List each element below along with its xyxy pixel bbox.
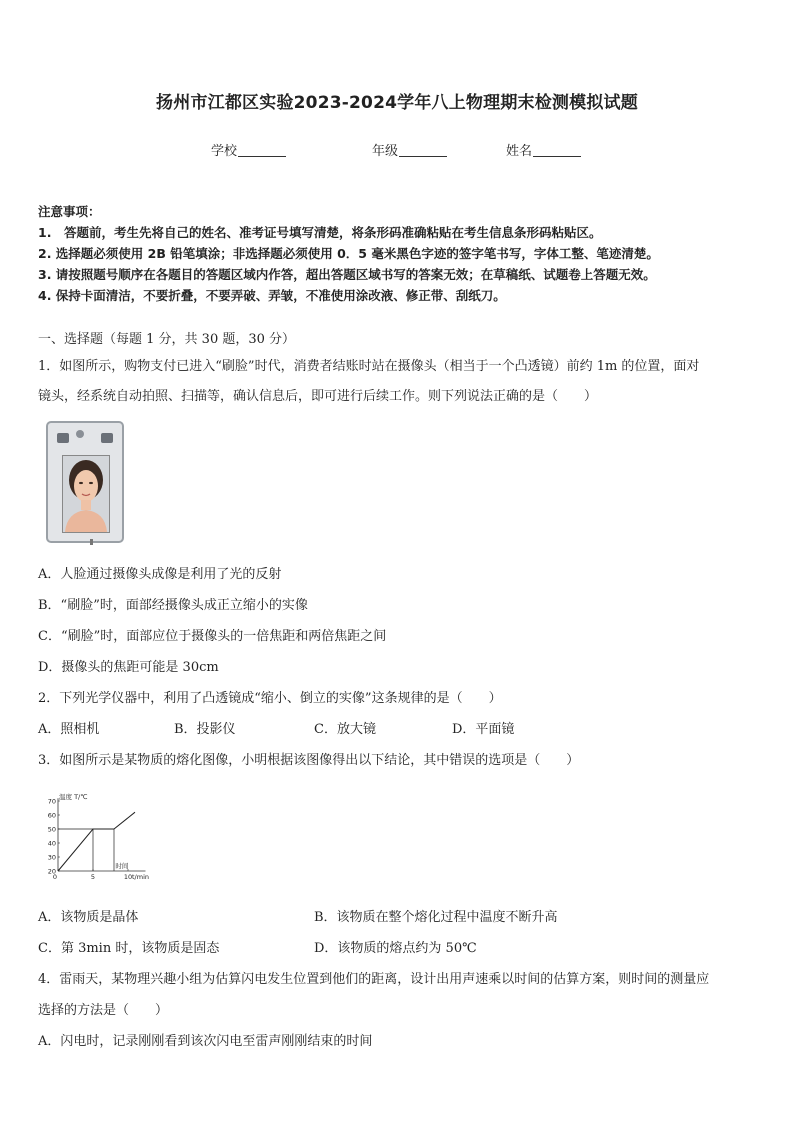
lens-icon bbox=[76, 430, 84, 438]
q3-option-c: C．第 3min 时，该物质是固态 bbox=[38, 941, 220, 956]
q2-option-b: B．投影仪 bbox=[174, 722, 236, 737]
notice-heading: 注意事项： bbox=[38, 204, 101, 219]
q2-stem: 2．下列光学仪器中，利用了凸透镜成“缩小、倒立的实像”这条规律的是（ ） bbox=[38, 691, 502, 706]
y-tick-label: 60 bbox=[47, 811, 56, 820]
q4-stem-line2: 选择的方法是（ ） bbox=[38, 1003, 169, 1018]
face-screen bbox=[62, 455, 110, 533]
school-field bbox=[211, 140, 286, 159]
x-axis-label: 时间 bbox=[115, 862, 129, 870]
grade-blank bbox=[399, 143, 447, 157]
face-photo bbox=[63, 456, 109, 532]
exam-title: 扬州市江都区实验2023-2024学年八上物理期末检测模拟试题 bbox=[156, 93, 638, 113]
melting-graph bbox=[40, 784, 165, 884]
q4-option-a: A．闪电时，记录刚刚看到该次闪电至雷声刚刚结束的时间 bbox=[38, 1034, 373, 1049]
q3-option-b: B．该物质在整个熔化过程中温度不断升高 bbox=[314, 910, 558, 925]
notice-item-3: 3. 请按照题号顺序在各题目的答题区域内作答，超出答题区域书写的答案无效；在草稿纸、试题卷上答题无效。 bbox=[38, 267, 656, 282]
x-tick-label: 0 bbox=[52, 873, 58, 881]
grade-label: 年级 bbox=[372, 144, 399, 159]
q3-stem: 3．如图所示是某物质的熔化图像，小明根据该图像得出以下结论，其中错误的选项是（ ） bbox=[38, 753, 580, 768]
q2-option-a: A．照相机 bbox=[38, 722, 100, 737]
face-payment-device-image bbox=[46, 421, 124, 543]
y-tick-label: 70 bbox=[47, 797, 56, 806]
school-label: 学校 bbox=[211, 144, 238, 159]
y-axis-label: 温度 T/℃ bbox=[59, 793, 88, 802]
grade-field bbox=[372, 140, 447, 159]
q3-option-d: D．该物质的熔点约为 50℃ bbox=[314, 941, 477, 956]
device-stand bbox=[90, 539, 93, 545]
name-blank bbox=[533, 143, 581, 157]
x-axis-unit-label: t/min bbox=[132, 873, 149, 881]
q1-option-b: B．“刷脸”时，面部经摄像头成正立缩小的实像 bbox=[38, 598, 308, 613]
name-field bbox=[506, 140, 581, 159]
y-tick-label: 30 bbox=[47, 853, 56, 862]
notice-item-4: 4. 保持卡面清洁，不要折叠，不要弄破、弄皱，不准使用涂改液、修正带、刮纸刀。 bbox=[38, 288, 506, 303]
x-tick-label: 5 bbox=[90, 873, 96, 881]
q2-option-d: D．平面镜 bbox=[452, 722, 515, 737]
name-label: 姓名 bbox=[506, 144, 533, 159]
q2-option-c: C．放大镜 bbox=[314, 722, 376, 737]
q1-option-c: C．“刷脸”时，面部应位于摄像头的一倍焦距和两倍焦距之间 bbox=[38, 629, 387, 644]
y-tick-label: 40 bbox=[47, 839, 56, 848]
y-tick-label: 50 bbox=[47, 825, 56, 834]
y-tick-label: 20 bbox=[47, 867, 56, 876]
q1-option-d: D．摄像头的焦距可能是 30cm bbox=[38, 660, 219, 675]
q1-stem-line1: 1．如图所示，购物支付已进入“刷脸”时代，消费者结账时站在摄像头（相当于一个凸透镜）前约 1m 的位置，面对 bbox=[38, 359, 700, 374]
camera-right-icon bbox=[101, 433, 113, 443]
q3-option-a: A．该物质是晶体 bbox=[38, 910, 139, 925]
q1-stem-line2: 镜头，经系统自动拍照、扫描等，确认信息后，即可进行后续工作。则下列说法正确的是（ ） bbox=[38, 389, 598, 404]
school-blank bbox=[238, 143, 286, 157]
q4-stem-line1: 4．雷雨天，某物理兴趣小组为估算闪电发生位置到他们的距离，设计出用声速乘以时间的估算方案，则时间的测量应 bbox=[38, 972, 710, 987]
notice-item-2: 2. 选择题必须使用 2B 铅笔填涂；非选择题必须使用 0．5 毫米黑色字迹的签字笔书写，字体工整、笔迹清楚。 bbox=[38, 246, 659, 261]
notice-item-1: 1. 答题前，考生先将自己的姓名、准考证号填写清楚，将条形码准确粘贴在考生信息条形码粘贴区。 bbox=[38, 225, 602, 240]
section-heading: 一、选择题（每题 1 分，共 30 题，30 分） bbox=[38, 332, 296, 347]
camera-left-icon bbox=[57, 433, 69, 443]
x-tick-label: 10 bbox=[123, 873, 133, 881]
q1-option-a: A．人脸通过摄像头成像是利用了光的反射 bbox=[38, 567, 282, 582]
